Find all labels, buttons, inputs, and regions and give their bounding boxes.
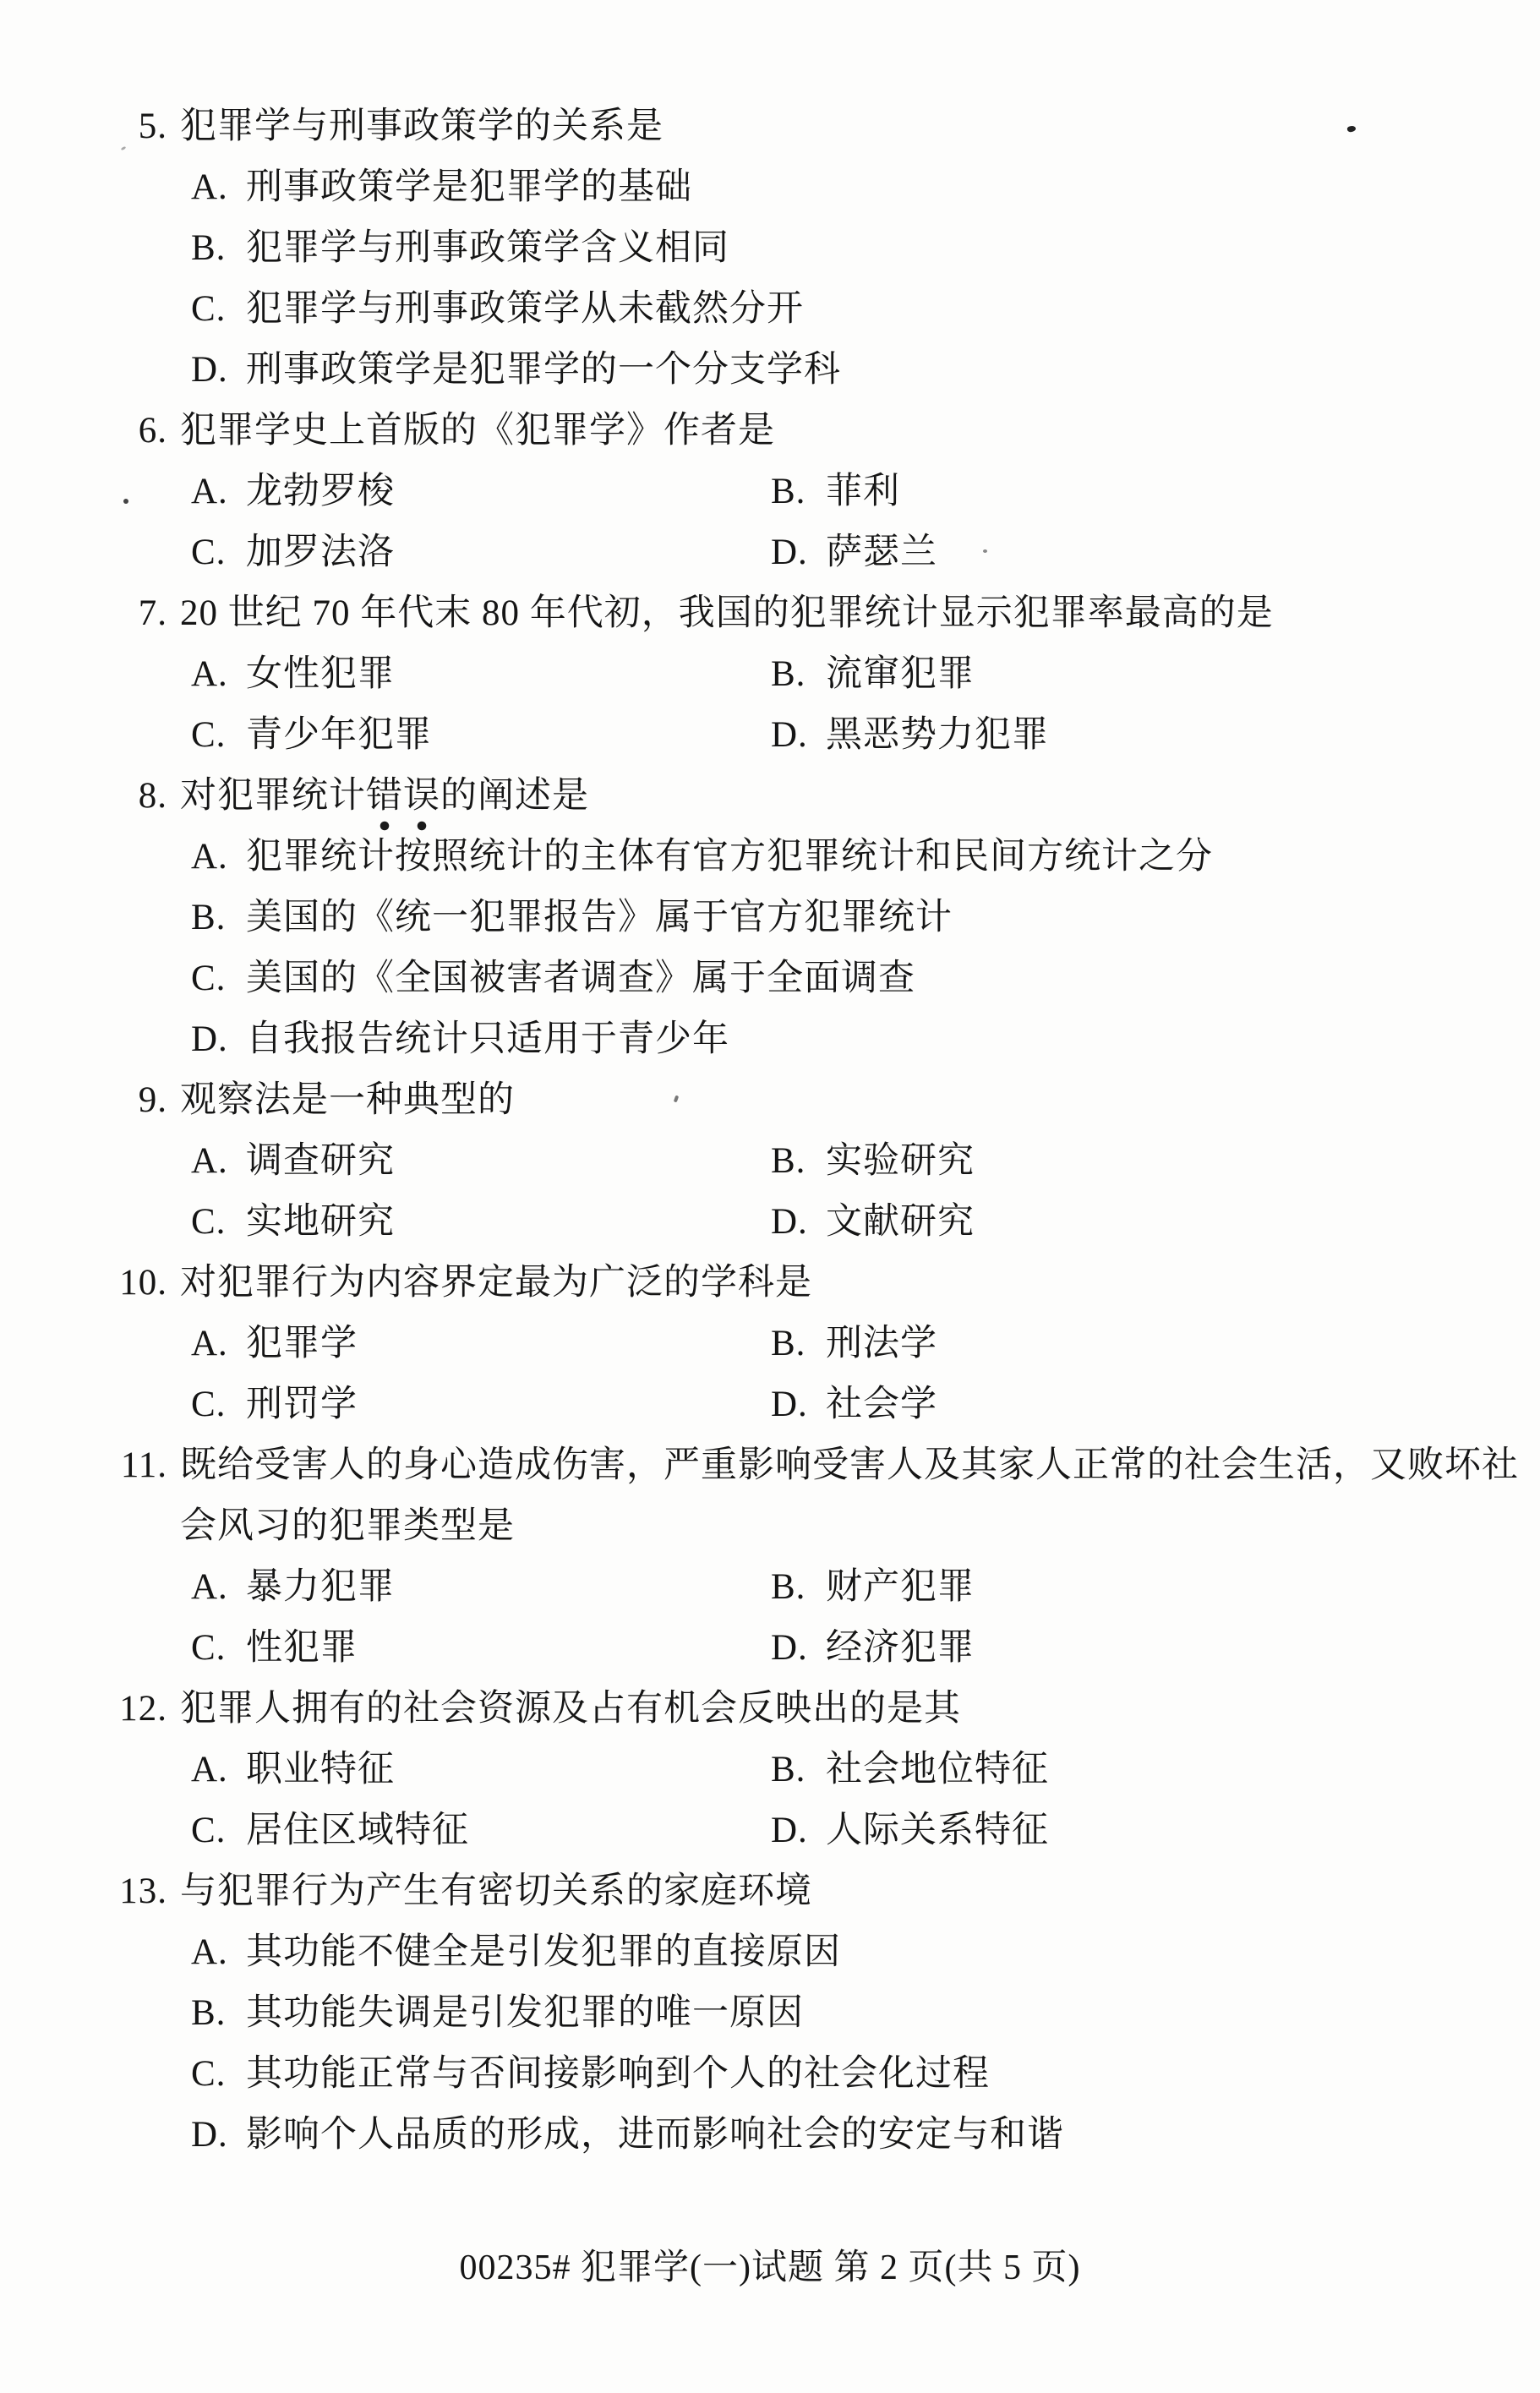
question-text: 犯罪学史上首版的《犯罪学》作者是 — [180, 411, 775, 451]
option-label: C. — [191, 289, 227, 329]
question-12-options-cd — [191, 1800, 1540, 1861]
question-11-option-d — [771, 1618, 975, 1679]
question-text-post: 的阐述是 — [440, 776, 589, 816]
question-13-option-a — [191, 1922, 1540, 1983]
option-text: 社会地位特征 — [826, 1750, 1049, 1789]
option-label: C. — [191, 1811, 227, 1850]
question-number: 5. — [138, 107, 167, 146]
question-10-option-b — [771, 1314, 937, 1374]
question-13-option-d — [191, 2105, 1540, 2166]
page-footer — [0, 2237, 1540, 2298]
question-9-option-c — [191, 1192, 771, 1253]
question-13 — [0, 1861, 1540, 2166]
question-12-option-c — [191, 1800, 771, 1861]
option-label: D. — [191, 350, 228, 390]
option-text: 财产犯罪 — [826, 1567, 975, 1607]
question-10 — [0, 1253, 1540, 1435]
option-label: D. — [771, 533, 808, 572]
option-text: 社会学 — [826, 1385, 937, 1424]
option-label: C. — [191, 2054, 227, 2094]
scan-speck — [123, 499, 128, 504]
option-label: C. — [191, 1202, 227, 1242]
option-text: 暴力犯罪 — [246, 1567, 395, 1607]
option-label: B. — [771, 1141, 806, 1181]
question-12-option-d — [771, 1800, 1049, 1861]
option-text: 菲利 — [826, 472, 900, 511]
option-label: A. — [191, 1567, 228, 1607]
question-text: 对犯罪行为内容界定最为广泛的学科是 — [180, 1263, 812, 1303]
question-text: 犯罪人拥有的社会资源及占有机会反映出的是其 — [180, 1689, 961, 1729]
option-label: B. — [771, 1324, 806, 1363]
question-number: 6. — [138, 411, 167, 451]
option-text: 萨瑟兰 — [826, 533, 937, 572]
option-label: A. — [191, 1324, 228, 1363]
option-label: D. — [771, 715, 808, 755]
option-text: 性犯罪 — [246, 1628, 358, 1668]
option-label: B. — [191, 1993, 227, 2033]
option-text: 犯罪学与刑事政策学含义相同 — [246, 228, 729, 268]
option-text: 青少年犯罪 — [246, 715, 432, 755]
question-text: 与犯罪行为产生有密切关系的家庭环境 — [180, 1871, 812, 1911]
question-5-stem — [0, 96, 1540, 157]
question-9-option-a — [191, 1131, 771, 1192]
question-10-option-d — [771, 1374, 937, 1435]
option-label: D. — [771, 1628, 808, 1668]
question-6-options-cd — [191, 522, 1540, 583]
question-6-options-ab — [191, 462, 1540, 522]
option-text: 女性犯罪 — [246, 654, 395, 694]
option-label: B. — [191, 228, 227, 268]
question-6-option-d — [771, 522, 937, 583]
option-text: 美国的《全国被害者调查》属于全面调查 — [246, 959, 915, 998]
question-6-option-b — [771, 462, 900, 522]
question-text: 既给受害人的身心造成伤害，严重影响受害人及其家人正常的社会生活，又败坏社会风习的犯罪类型是 — [180, 1445, 1519, 1546]
question-8-option-a — [191, 827, 1540, 888]
option-label: D. — [191, 2115, 228, 2155]
question-11-stem — [0, 1435, 1540, 1557]
question-10-options-ab — [191, 1314, 1540, 1374]
option-text: 流窜犯罪 — [826, 654, 975, 694]
question-6-stem — [0, 401, 1540, 462]
question-number: 7. — [138, 593, 167, 633]
option-label: B. — [771, 654, 806, 694]
question-9-options-ab — [191, 1131, 1540, 1192]
question-text-emphasized: 错误 — [366, 776, 440, 833]
question-12 — [0, 1679, 1540, 1861]
option-label: A. — [191, 1932, 228, 1972]
option-text: 自我报告统计只适用于青少年 — [246, 1019, 729, 1059]
page-footer-text: 00235# 犯罪学(一)试题 第 2 页(共 5 页) — [459, 2248, 1081, 2287]
question-9-option-b — [771, 1131, 975, 1192]
option-text: 其功能不健全是引发犯罪的直接原因 — [246, 1932, 841, 1972]
question-number: 8. — [138, 776, 167, 816]
question-11-options-cd — [191, 1618, 1540, 1679]
option-text: 刑事政策学是犯罪学的一个分支学科 — [246, 350, 841, 390]
option-label: D. — [191, 1019, 228, 1059]
option-label: D. — [771, 1811, 808, 1850]
question-12-option-b — [771, 1740, 1049, 1800]
option-label: B. — [771, 472, 806, 511]
option-label: A. — [191, 1750, 228, 1789]
question-6-option-c — [191, 522, 771, 583]
question-text-pre: 对犯罪统计 — [180, 776, 366, 816]
question-number: 12. — [119, 1689, 167, 1729]
question-10-stem — [0, 1253, 1540, 1314]
option-label: A. — [191, 472, 228, 511]
question-5-option-a — [191, 157, 1540, 218]
question-5 — [0, 96, 1540, 401]
option-text: 居住区域特征 — [246, 1811, 469, 1850]
question-text: 20 世纪 70 年代末 80 年代初，我国的犯罪统计显示犯罪率最高的是 — [180, 593, 1274, 633]
question-11-option-a — [191, 1557, 771, 1618]
question-11-option-b — [771, 1557, 975, 1618]
option-text: 其功能失调是引发犯罪的唯一原因 — [246, 1993, 804, 2033]
option-text: 美国的《统一犯罪报告》属于官方犯罪统计 — [246, 898, 953, 937]
question-number: 10. — [119, 1263, 167, 1303]
question-10-option-a — [191, 1314, 771, 1374]
option-label: C. — [191, 533, 227, 572]
option-text: 龙勃罗梭 — [246, 472, 395, 511]
option-text: 经济犯罪 — [826, 1628, 975, 1668]
question-text: 犯罪学与刑事政策学的关系是 — [180, 107, 664, 146]
question-7 — [0, 583, 1540, 766]
option-text: 人际关系特征 — [826, 1811, 1049, 1850]
question-7-option-d — [771, 705, 1049, 766]
option-label: D. — [771, 1202, 808, 1242]
question-7-option-a — [191, 644, 771, 705]
question-9 — [0, 1070, 1540, 1253]
option-text: 犯罪统计按照统计的主体有官方犯罪统计和民间方统计之分 — [246, 837, 1213, 877]
question-5-option-b — [191, 218, 1540, 279]
option-text: 犯罪学 — [246, 1324, 358, 1363]
question-12-option-a — [191, 1740, 771, 1800]
question-12-stem — [0, 1679, 1540, 1740]
question-8-option-b — [191, 888, 1540, 948]
question-13-stem — [0, 1861, 1540, 1922]
question-8-option-c — [191, 948, 1540, 1009]
question-9-stem — [0, 1070, 1540, 1131]
option-label: A. — [191, 1141, 228, 1181]
option-label: C. — [191, 715, 227, 755]
question-list — [0, 96, 1540, 2166]
option-label: A. — [191, 837, 228, 877]
question-6 — [0, 401, 1540, 583]
option-label: A. — [191, 167, 228, 207]
question-10-options-cd — [191, 1374, 1540, 1435]
question-7-option-b — [771, 644, 975, 705]
question-10-option-c — [191, 1374, 771, 1435]
question-7-stem — [0, 583, 1540, 644]
option-text: 刑事政策学是犯罪学的基础 — [246, 167, 692, 207]
option-text: 其功能正常与否间接影响到个人的社会化过程 — [246, 2054, 990, 2094]
question-7-option-c — [191, 705, 771, 766]
question-8-option-d — [191, 1009, 1540, 1070]
question-5-option-d — [191, 340, 1540, 401]
question-12-options-ab — [191, 1740, 1540, 1800]
question-11 — [0, 1435, 1540, 1679]
option-text: 刑法学 — [826, 1324, 937, 1363]
scan-speck — [983, 549, 987, 553]
option-text: 加罗法洛 — [246, 533, 395, 572]
question-8 — [0, 766, 1540, 1070]
option-text: 影响个人品质的形成，进而影响社会的安定与和谐 — [246, 2115, 1064, 2155]
question-6-option-a — [191, 462, 771, 522]
question-9-options-cd — [191, 1192, 1540, 1253]
option-label: D. — [771, 1385, 808, 1424]
question-7-options-ab — [191, 644, 1540, 705]
option-label: B. — [771, 1750, 806, 1789]
question-9-option-d — [771, 1192, 975, 1253]
question-number: 13. — [119, 1871, 167, 1911]
question-text — [180, 766, 1540, 827]
option-label: C. — [191, 1385, 227, 1424]
question-8-stem — [0, 766, 1540, 827]
option-text: 黑恶势力犯罪 — [826, 715, 1049, 755]
option-text: 刑罚学 — [246, 1385, 358, 1424]
option-text: 实验研究 — [826, 1141, 975, 1181]
option-label: C. — [191, 959, 227, 998]
option-text: 调查研究 — [246, 1141, 395, 1181]
option-text: 文献研究 — [826, 1202, 975, 1242]
option-text: 犯罪学与刑事政策学从未截然分开 — [246, 289, 804, 329]
option-label: B. — [191, 898, 227, 937]
option-label: A. — [191, 654, 228, 694]
option-label: B. — [771, 1567, 806, 1607]
question-5-option-c — [191, 279, 1540, 340]
option-text: 实地研究 — [246, 1202, 395, 1242]
question-7-options-cd — [191, 705, 1540, 766]
question-11-options-ab — [191, 1557, 1540, 1618]
option-text: 职业特征 — [246, 1750, 395, 1789]
option-label: C. — [191, 1628, 227, 1668]
question-13-option-b — [191, 1983, 1540, 2044]
question-13-option-c — [191, 2044, 1540, 2105]
question-11-option-c — [191, 1618, 771, 1679]
question-number: 11. — [120, 1445, 167, 1485]
question-text: 观察法是一种典型的 — [180, 1080, 515, 1120]
question-number: 9. — [138, 1080, 167, 1120]
